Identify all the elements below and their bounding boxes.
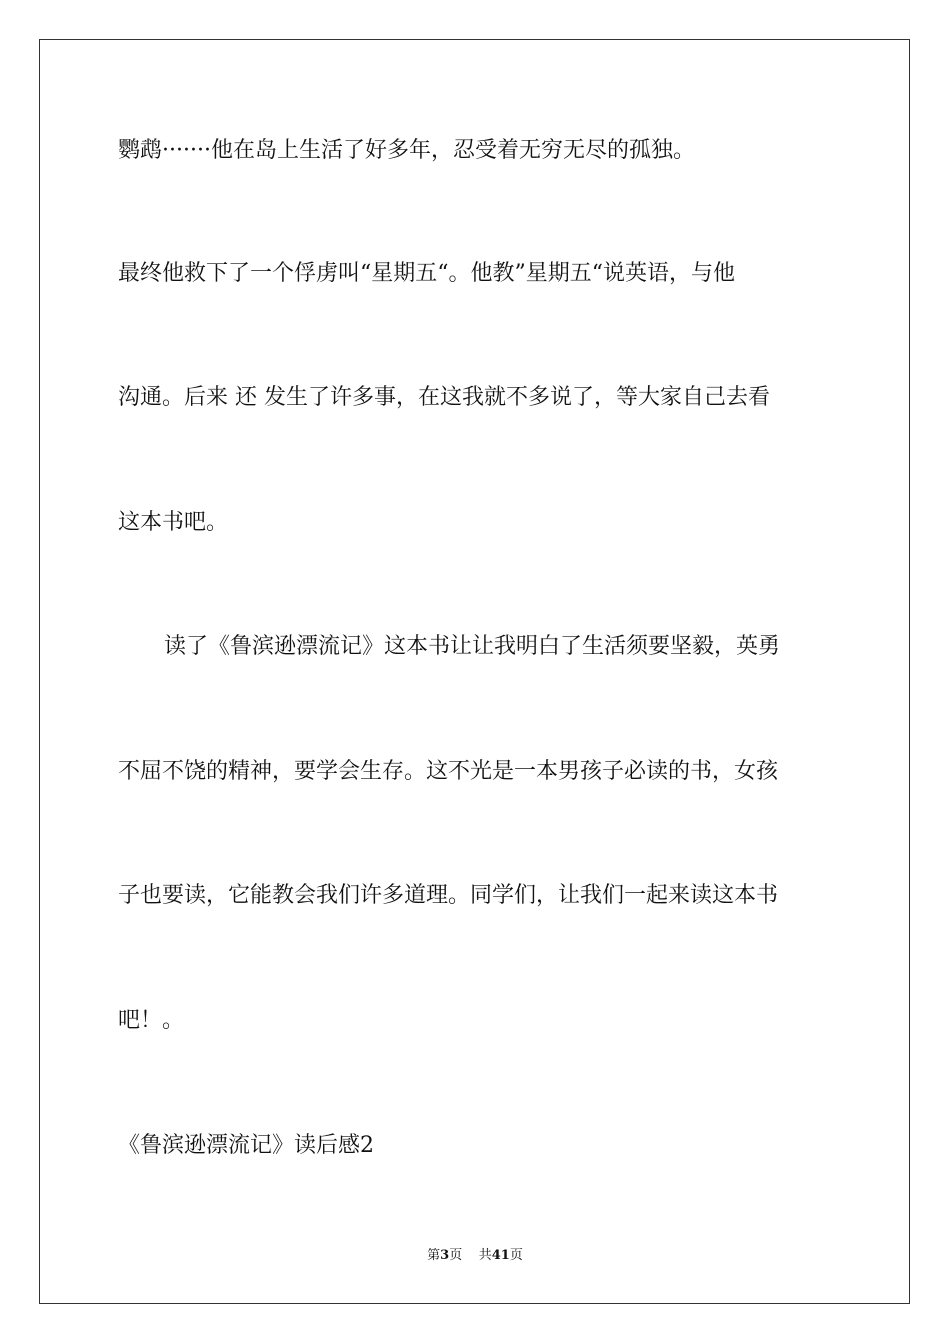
- body-line-1: 鹦鹉·······他在岛上生活了好多年，忍受着无穷无尽的孤独。: [118, 138, 695, 163]
- total-prefix: 共: [478, 1248, 492, 1263]
- body-line-2: 最终他救下了一个俘虏叫“星期五“。他教”星期五“说英语，与他: [118, 261, 735, 286]
- page-prefix: 第: [427, 1248, 441, 1263]
- total-suffix: 页: [509, 1248, 523, 1263]
- body-line-3: 沟通。后来 还 发生了许多事，在这我就不多说了，等大家自己去看: [118, 385, 770, 410]
- body-line-5: 读了《鲁滨逊漂流记》这本书让让我明白了生活须要坚毅，英勇: [164, 634, 781, 659]
- page-frame: [39, 39, 910, 1304]
- total-pages: 41: [491, 1248, 510, 1263]
- body-line-6: 不屈不饶的精神，要学会生存。这不光是一本男孩子必读的书，女孩: [118, 759, 779, 784]
- body-line-8: 吧！。: [118, 1008, 185, 1033]
- page-footer: [0, 1247, 950, 1265]
- page-number: 3: [440, 1248, 450, 1263]
- section-heading: 《鲁滨逊漂流记》读后感2: [118, 1133, 374, 1158]
- page-suffix: 页: [449, 1248, 463, 1263]
- body-line-4: 这本书吧。: [118, 510, 229, 535]
- body-line-7: 子也要读，它能教会我们许多道理。同学们，让我们一起来读这本书: [118, 883, 779, 908]
